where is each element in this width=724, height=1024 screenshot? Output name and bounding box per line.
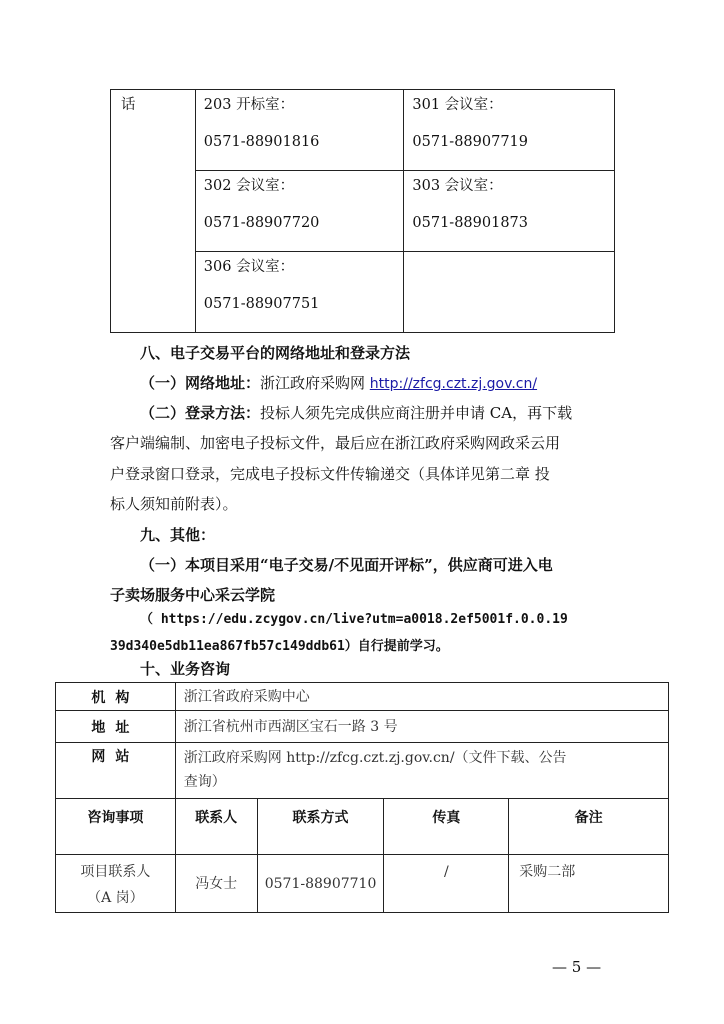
section10-heading: 十、业务咨询 (140, 660, 231, 678)
header-fax: 传真 (384, 799, 509, 855)
section8-item2-line3: 户登录窗口登录，完成电子投标文件传输递交（具体详见第二章 投 (110, 465, 550, 483)
phone-table (110, 89, 615, 333)
row-item-line1: 项目联系人 (80, 864, 151, 880)
info-value-address: 浙江省杭州市西湖区宝石一路 3 号 (175, 711, 668, 743)
room-name: 303 会议室： (412, 178, 503, 194)
section8-item2-label: （二）登录方法： (140, 404, 261, 422)
room-phone: 0571-88901873 (412, 215, 528, 231)
zfcg-link[interactable]: http://zfcg.czt.zj.gov.cn/ (369, 376, 538, 392)
phone-cell (195, 90, 404, 171)
row-fax: / (384, 855, 509, 913)
section9-heading: 九、其他： (140, 526, 216, 544)
info-value-website (175, 743, 668, 799)
row-item-line2: （A 岗） (87, 890, 144, 906)
section8-item2-text: 投标人须先完成供应商注册并申请 CA，再下载 (260, 404, 573, 422)
room-phone: 0571-88907720 (203, 215, 320, 231)
phone-cell (404, 171, 615, 252)
room-name: 302 会议室： (203, 178, 295, 194)
section9-line2: 子卖场服务中心采云学院 (110, 586, 276, 604)
row-consult-item (56, 855, 176, 913)
phone-table-left-label: 话 (121, 97, 136, 113)
room-name: 203 开标室： (203, 97, 295, 113)
room-phone: 0571-88907751 (203, 296, 320, 312)
section8-item1-text: 浙江政府采购网 (260, 374, 370, 392)
info-label-address: 地址 (56, 711, 176, 743)
info-label-website: 网站 (56, 743, 176, 799)
header-contact-method: 联系方式 (257, 799, 384, 855)
phone-cell (404, 90, 615, 171)
section8-heading: 八、电子交易平台的网络地址和登录方法 (140, 344, 411, 362)
section9-url-line2: 39d340e5db11ea867fb57c149ddb61）自行提前学习。 (110, 639, 449, 654)
section8-item2-line1 (140, 398, 616, 429)
row-contact: 冯女士 (175, 855, 257, 913)
row-note: 采购二部 (509, 855, 669, 913)
phone-table-left-label-cell (111, 90, 196, 333)
header-consult-item: 咨询事项 (56, 799, 176, 855)
room-phone: 0571-88901816 (203, 134, 320, 150)
room-phone: 0571-88907719 (412, 134, 528, 150)
header-contact: 联系人 (175, 799, 257, 855)
website-line1: 浙江政府采购网 http://zfcg.czt.zj.gov.cn/（文件下载、公告 (183, 750, 567, 766)
page-number: — 5 — (552, 958, 602, 976)
room-name: 301 会议室： (412, 97, 503, 113)
section9-line1: （一）本项目采用“电子交易/不见面开评标”，供应商可进入电 (140, 556, 553, 574)
section8-item2-line2: 客户端编制、加密电子投标文件，最后应在浙江政府采购网政采云用 (110, 434, 561, 452)
phone-cell (195, 171, 404, 252)
info-value-org: 浙江省政府采购中心 (175, 683, 668, 711)
row-phone: 0571-88907710 (257, 855, 384, 913)
phone-cell-empty (404, 252, 615, 333)
section8-item1-label: （一）网络地址： (140, 374, 261, 392)
website-line2: 查询） (183, 774, 226, 790)
phone-cell (195, 252, 404, 333)
section9-url-line1: （ https://edu.zcygov.cn/live?utm=a0018.2ef5001f.0.0.19 (140, 612, 568, 627)
section8-item2-line4: 标人须知前附表）。 (110, 495, 238, 513)
consult-table (55, 682, 669, 913)
info-label-org: 机构 (56, 683, 176, 711)
room-name: 306 会议室： (203, 259, 295, 275)
header-note: 备注 (509, 799, 669, 855)
section8-item1 (140, 368, 646, 400)
